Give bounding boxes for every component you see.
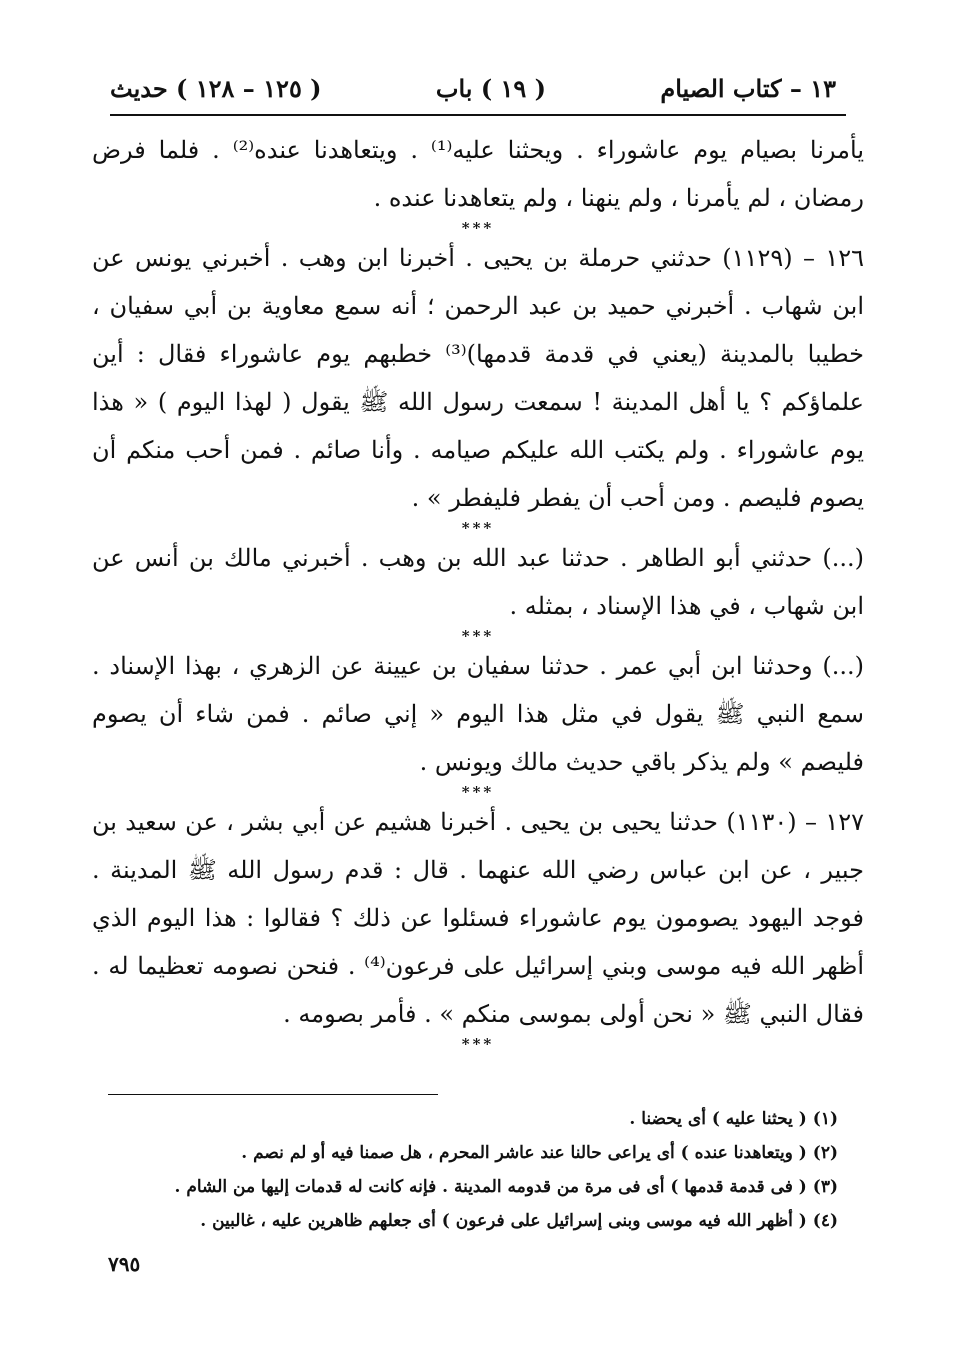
paragraph-hadith-126-chain-b: (...) وحدثنا ابن أبي عمر . حدثنا سفيان بن عيينة عن الزهري ، بهذا الإسناد . سمع النبي ﷺ يقول في مثل هذا اليوم « إني صائم . فمن شاء أن يصوم فليصم » ولم يذكر باقي حديث مالك ويونس . — [92, 652, 864, 776]
paragraph-hadith-127: ١٢٧ – (١١٣٠) حدثنا يحيى بن يحيى . أخبرنا هشيم عن أبي بشر ، عن سعيد بن جبير ، عن ابن عباس رضي الله عنهما . قال : قدم رسول الله ﷺ المدينة . فوجد اليهود يصومون يوم عاشوراء فسئلوا عن ذلك ؟ فقالوا : هذا اليوم الذي أظهر الله فيه موسى وبني إسرائيل على فرعون⁽⁴⁾ . فنحن نصومه تعظيما له . فقال النبي ﷺ « نحن أولى بموسى منكم » . فأمر بصومه . — [92, 808, 864, 1028]
footnotes — [108, 1102, 838, 1238]
paragraph-continuation: يأمرنا بصيام يوم عاشوراء . ويحثنا عليه⁽¹⁾ . ويتعاهدنا عنده⁽²⁾ . فلما فرض رمضان ، لم يأمرنا ، ولم ينهنا ، ولم يتعاهدنا عنده . — [92, 136, 865, 212]
separator-stars: *** — [461, 1035, 495, 1053]
paragraph-hadith-126-chain-a: (...) حدثني أبو الطاهر . حدثنا عبد الله بن وهب . أخبرني مالك بن أنس عن ابن شهاب ، في هذا الإسناد ، بمثله . — [92, 544, 864, 620]
main-text — [92, 126, 865, 1053]
page-number: ٧٩٥ — [108, 1252, 141, 1276]
running-header — [110, 68, 836, 108]
footnote-4: (٤) ( أظهر الله فيه موسى وبنى إسرائيل على فرعون ) أى جعلهم ظاهرين عليه ، غالبين . — [200, 1211, 838, 1231]
header-hadith-range: ( ١٢٥ – ١٢٨ ) حديث — [110, 73, 322, 103]
separator-stars: *** — [461, 519, 495, 537]
header-rule — [110, 114, 846, 116]
header-section: ( ١٩ ) باب — [435, 73, 547, 103]
separator-stars: *** — [461, 627, 495, 645]
footnote-2: (٢) ( ويتعاهدنا عنده ) أى يراعى حالنا عند عاشر المحرم ، هل صمنا فيه أو لم نصم . — [241, 1143, 838, 1163]
footnote-3: (٣) ( فى قدمة قدمها ) أى فى مرة من قدومه المدينة . فإنه كانت له قدمات إليها من الشام . — [174, 1177, 838, 1197]
paragraph-hadith-126: ١٢٦ – (١١٢٩) حدثني حرملة بن يحيى . أخبرنا ابن وهب . أخبرني يونس عن ابن شهاب . أخبرني حميد بن عبد الرحمن ؛ أنه سمع معاوية بن أبي سفيان ، خطيبا بالمدينة (يعني في قدمة قدمها)⁽³⁾ خطبهم يوم عاشوراء فقال : أين علماؤكم ؟ يا أهل المدينة ! سمعت رسول الله ﷺ يقول ( لهذا اليوم ) « هذا يوم عاشوراء . ولم يكتب الله عليكم صيامه . وأنا صائم . فمن أحب منكم أن يصوم فليصم . ومن أحب أن يفطر فليفطر » . — [92, 244, 865, 512]
footnote-rule — [108, 1094, 438, 1095]
header-chapter: ١٣ – كتاب الصيام — [660, 73, 836, 103]
separator-stars: *** — [461, 219, 495, 237]
separator-stars: *** — [461, 783, 495, 801]
footnote-1: (١) ( يحثنا عليه ) أى يحضنا . — [629, 1109, 838, 1129]
